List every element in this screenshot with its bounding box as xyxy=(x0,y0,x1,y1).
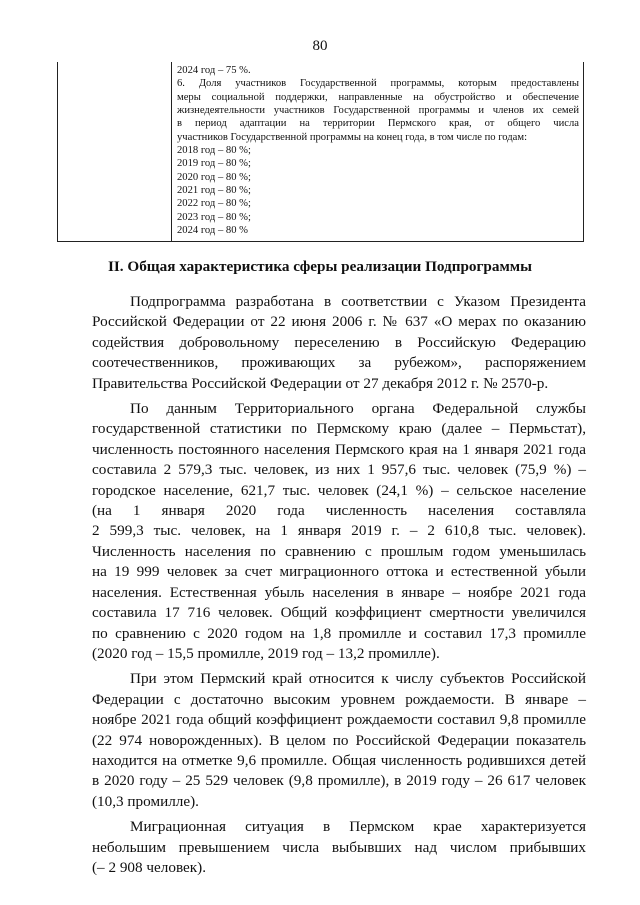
text-line: составила 2 579,3 тыс. человек, из них 1 957,6 тыс. человек (75,9 %) – xyxy=(92,461,586,479)
table-line: меры социальной поддержки, направленные на обустройство и обеспечение xyxy=(177,91,579,103)
text-line: Федерации с достаточно высоким уровнем рождаемости. В январе – xyxy=(92,690,586,708)
table-cell-indicators xyxy=(177,64,579,237)
indicators-table-fragment xyxy=(57,62,584,242)
paragraph-birth-rate xyxy=(92,669,586,812)
page-number: 80 xyxy=(312,38,328,54)
table-line: жизнедеятельности участников Государственной программы и членов их семей xyxy=(177,105,579,117)
paragraph-population xyxy=(92,399,586,664)
text-line: в 2020 году – 25 529 человек (9,8 промилле), в 2019 году – 26 617 человек xyxy=(92,772,586,790)
text-line: По данным Территориального органа Федеральной службы xyxy=(130,400,586,418)
table-line: участников Государственной программы на конец года, в том числе по годам: xyxy=(177,131,528,143)
text-line: на 19 999 человек за счет миграционного оттока и естественной убыли xyxy=(92,563,586,581)
table-column-divider xyxy=(171,62,172,241)
text-line: Подпрограмма разработана в соответствии с Указом Президента xyxy=(130,293,586,310)
text-line: (2020 год – 15,5 промилле, 2019 год – 13,2 промилле). xyxy=(92,644,440,662)
text-line: соотечественников, проживающих за рубежом», распоряжением xyxy=(92,354,586,372)
table-line: 2019 год – 80 %; xyxy=(177,158,251,170)
text-line: Правительства Российской Федерации от 27 декабря 2012 г. № 2570-р. xyxy=(92,374,549,392)
text-line: составила 17 716 человек. Общий коэффициент смертности увеличился xyxy=(92,604,586,622)
text-line: численность постоянного населения Пермского края на 1 января 2021 года xyxy=(92,440,586,458)
text-line: содействия добровольному переселению в Российскую Федерацию xyxy=(92,333,586,351)
table-line: 2024 год – 80 % xyxy=(177,225,248,237)
text-line: городское население, 621,7 тыс. человек (24,1 %) – сельское население xyxy=(92,481,586,499)
table-line: 2024 год – 75 %. xyxy=(177,65,251,76)
body-text xyxy=(92,292,586,878)
text-line: При этом Пермский край относится к числу субъектов Российской xyxy=(130,670,586,688)
text-line: ноябре 2021 года общий коэффициент рождаемости составил 9,8 промилле xyxy=(92,711,586,729)
table-line: 2023 год – 80 %; xyxy=(177,211,251,223)
table-line: 2021 год – 80 %; xyxy=(177,185,251,197)
table-line: 2020 год – 80 %; xyxy=(177,171,251,183)
text-line: Миграционная ситуация в Пермском крае характеризуется xyxy=(130,818,586,836)
table-line: 2022 год – 80 %; xyxy=(177,198,251,210)
text-line: 2 599,3 тыс. человек, на 1 января 2019 г. – 2 610,8 тыс. человек). xyxy=(92,522,586,540)
table-line: 6. Доля участников Государственной программы, которым предоставлены xyxy=(177,78,579,90)
text-line: Российской Федерации от 22 июня 2006 г. № 637 «О мерах по оказанию xyxy=(92,313,586,331)
text-line: (10,3 промилле). xyxy=(92,792,199,810)
text-line: населения. Естественная убыль населения в январе – ноябре 2021 года xyxy=(92,583,586,601)
text-line: находится на отметке 9,6 промилле. Общая численность родившихся детей xyxy=(92,751,586,769)
text-line: государственной статистики по Пермскому краю (далее – Пермьстат), xyxy=(92,420,586,438)
text-line: Численность населения по сравнению с прошлым годом уменьшилась xyxy=(92,542,586,560)
table-line: в период адаптации на территории Пермского края, от общего числа xyxy=(177,118,579,130)
text-line: (22 974 новорожденных). В целом по Российской Федерации показатель xyxy=(92,731,586,749)
text-line: небольшим превышением числа выбывших над числом прибывших xyxy=(92,838,586,856)
table-line: 2018 год – 80 %; xyxy=(177,145,251,157)
paragraph-migration xyxy=(92,817,586,878)
paragraph-decree xyxy=(92,292,586,394)
text-line: (– 2 908 человек). xyxy=(92,858,207,876)
section-heading: II. Общая характеристика сферы реализации Подпрограммы xyxy=(107,258,533,275)
text-line: (на 1 января 2020 года численность населения составляла xyxy=(92,502,586,520)
text-line: по сравнению с 2020 годом на 1,8 промилле и составил 17,3 промилле xyxy=(92,624,586,642)
